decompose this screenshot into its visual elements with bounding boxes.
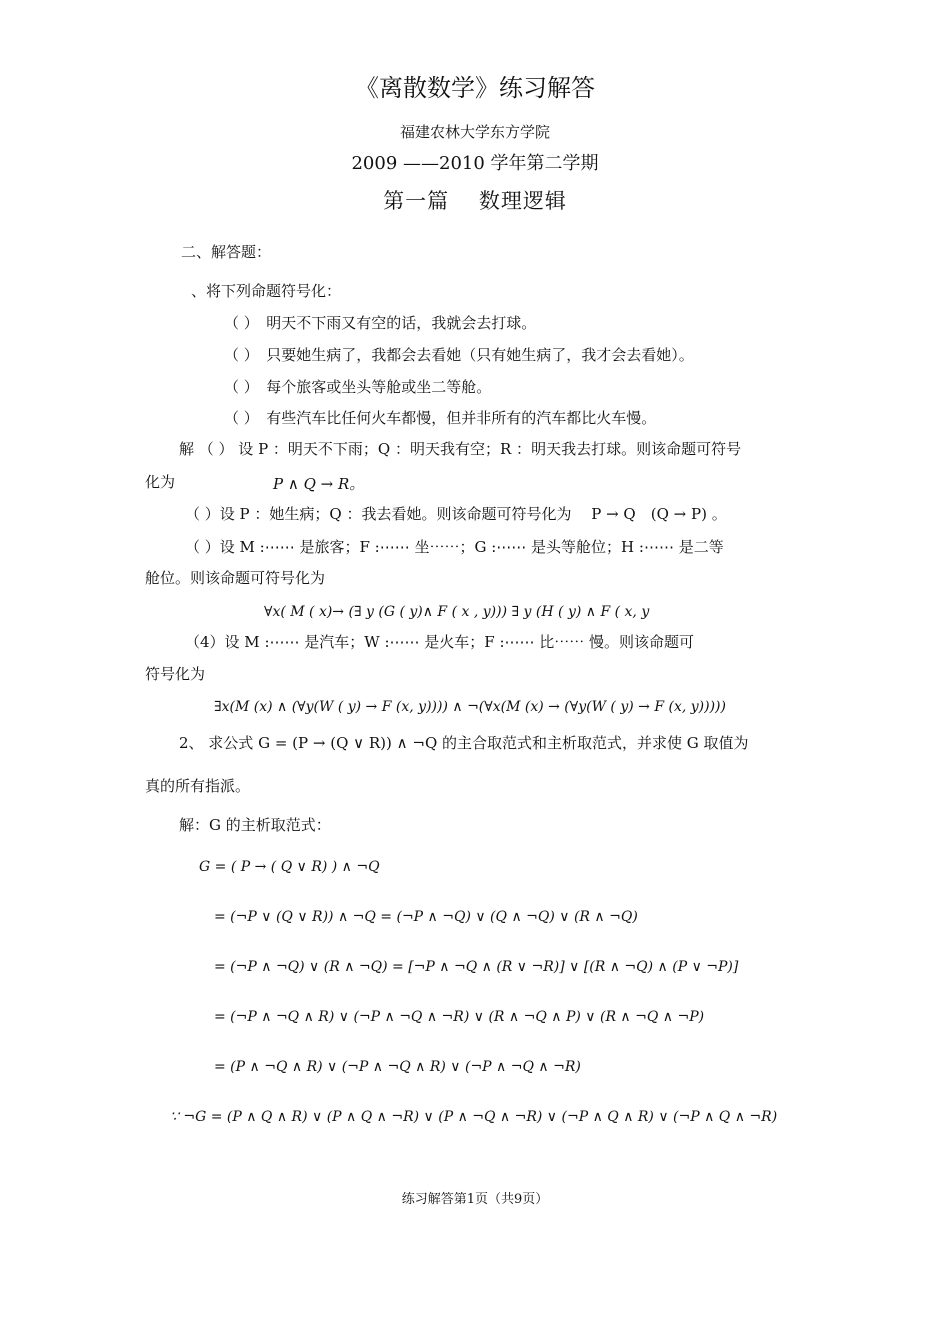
q1-item-4: （ ） 有些汽车比任何火车都慢，但并非所有的汽车都比火车慢。 (224, 409, 657, 427)
q2-step-4: = (¬P ∧ ¬Q ∧ R) ∨ (¬P ∧ ¬Q ∧ ¬R) ∨ (R ∧ ¬Q ∧ P) ∨ (R ∧ ¬Q ∧ ¬P) (214, 1009, 705, 1025)
q1-item-2: （ ） 只要她生病了，我都会去看她（只有她生病了，我才会去看她）。 (224, 346, 694, 364)
q1-answer-3-line1: （ ）设 M :⋯⋯ 是旅客；F :⋯⋯ 坐⋯⋯；G :⋯⋯ 是头等舱位；H :⋯⋯ 是二等 (185, 538, 724, 556)
part-title: 第一篇 数理逻辑 (383, 189, 567, 213)
q1-answer-1-formula: P ∧ Q → R。 (273, 475, 365, 493)
q2-prompt: 2、 求公式 G = (P → (Q ∨ R)) ∧ ¬Q 的主合取范式和主析取范式，并求使 G 取值为 (179, 734, 749, 752)
q2-step-2: = (¬P ∨ (Q ∨ R)) ∧ ¬Q = (¬P ∧ ¬Q) ∨ (Q ∧ ¬Q) ∨ (R ∧ ¬Q) (214, 909, 638, 925)
doc-title: 《离散数学》练习解答 (355, 74, 595, 102)
q1-answer-3-line2: 舱位。则该命题可符号化为 (145, 569, 326, 587)
q2-step-5: = (P ∧ ¬Q ∧ R) ∨ (¬P ∧ ¬Q ∧ R) ∨ (¬P ∧ ¬Q ∧ ¬R) (214, 1059, 581, 1075)
q1-answer-1-line1: 解 （ ） 设 P ：明天不下雨；Q ：明天我有空；R ：明天我去打球。则该命题可符号 (179, 440, 742, 458)
school-name: 福建农林大学东方学院 (399, 123, 550, 141)
q2-step-3: = (¬P ∧ ¬Q) ∨ (R ∧ ¬Q) = [¬P ∧ ¬Q ∧ (R ∨ ¬R)] ∨ [(R ∧ ¬Q) ∧ (P ∨ ¬P)] (214, 959, 739, 975)
q1-item-1: （ ） 明天不下雨又有空的话，我就会去打球。 (224, 314, 537, 332)
q1-answer-1-prefix: 化为 (145, 473, 176, 491)
page-footer: 练习解答第1页（共9页） (401, 1192, 549, 1207)
q2-step-1: G = ( P → ( Q ∨ R) ) ∧ ¬Q (199, 859, 380, 875)
term-line: 2009 ——2010 学年第二学期 (351, 153, 599, 174)
q1-answer-4-line2: 符号化为 (145, 665, 206, 683)
q2-prompt-cont: 真的所有指派。 (145, 777, 251, 795)
q1-answer-4-formula: ∃x(M (x) ∧ (∀y(W ( y) → F (x, y)))) ∧ ¬(∀x(M (x) → (∀y(W ( y) → F (x, y))))) (214, 699, 726, 715)
q1-answer-2: （ ）设 P ：她生病；Q ：我去看她。则该命题可符号化为 P → Q (Q → P) 。 (185, 505, 727, 523)
q1-answer-3-formula: ∀x( M ( x)→ (∃ y (G ( y)∧ F ( x , y))) ∃ y (H ( y) ∧ F ( x, y (264, 604, 650, 620)
q2-negation-line: ∵ ¬G = (P ∧ Q ∧ R) ∨ (P ∧ Q ∧ ¬R) ∨ (P ∧ ¬Q ∧ ¬R) ∨ (¬P ∧ Q ∧ R) ∨ (¬P ∧ Q ∧ ¬R) (170, 1109, 778, 1125)
section-heading: 二、解答题： (181, 243, 272, 261)
q1-item-3: （ ） 每个旅客或坐头等舱或坐二等舱。 (224, 378, 492, 396)
q2-solution-heading: 解：G 的主析取范式： (179, 816, 331, 834)
q1-prompt: 、将下列命题符号化： (191, 282, 342, 300)
q1-answer-4-line1: （4）设 M :⋯⋯ 是汽车；W :⋯⋯ 是火车；F :⋯⋯ 比⋯⋯ 慢。则该命题可 (185, 633, 695, 651)
